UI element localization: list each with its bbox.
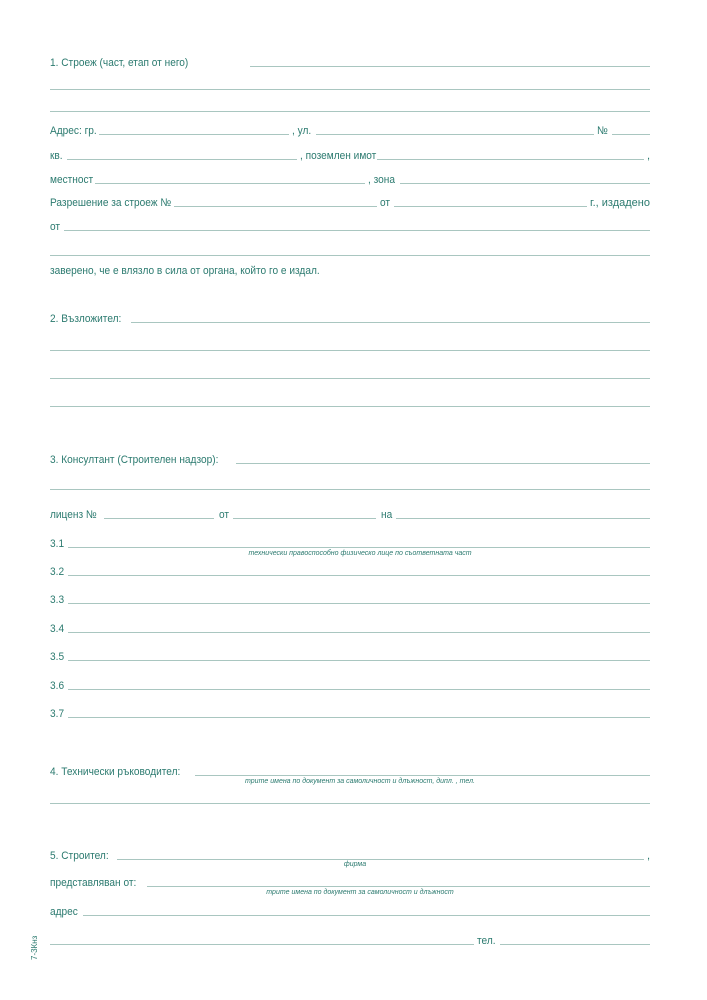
license-on-field[interactable] [396,517,650,519]
tech-manager-field[interactable] [195,774,650,776]
consultant-field[interactable] [236,462,650,464]
plot-field[interactable] [377,158,644,160]
phone-label: тел. [476,935,496,947]
item-label: 3.7 [50,708,65,720]
license-label: лиценз № [50,509,97,521]
assignor-field-2[interactable] [50,349,650,351]
address-field-2[interactable] [50,943,474,945]
represented-field[interactable] [147,885,650,887]
locality-field[interactable] [95,182,365,184]
consultant-field-2[interactable] [50,488,650,490]
permit-label: Разрешение за строеж № [50,197,172,209]
address-row [50,123,650,137]
builder-label: 5. Строител: [50,850,109,862]
issuer-label: от [50,221,61,233]
item-label: 3.2 [50,566,65,578]
tech-manager-field-2[interactable] [50,802,650,804]
tech-manager-caption: трите имена по документ за самоличност и длъжност, дипл. , тел. [245,778,475,785]
license-number-field[interactable] [104,517,214,519]
represented-caption: трите имена по документ за самоличност и длъжност [266,889,454,896]
license-date-field[interactable] [233,517,376,519]
license-from-label: от [218,509,229,521]
comma: , [646,150,650,162]
quarter-field[interactable] [67,158,297,160]
certified-text: заверено, че е влязло в сила от органа, който го е издал. [50,265,320,277]
address-label: адрес [50,906,78,918]
construction-label: 1. Строеж (част, етап от него) [50,57,189,69]
form-code: 7-3Кнз [30,935,39,960]
item-field[interactable] [68,688,650,690]
builder-field[interactable] [117,858,644,860]
locality-label: местност [50,174,94,186]
comma: , [646,850,650,862]
city-field[interactable] [99,133,289,135]
item-label: 3.6 [50,680,65,692]
permit-from-label: от [379,197,390,209]
number-label: № [597,125,609,137]
locality-row [50,172,650,186]
city-label: Адрес: гр. [50,125,97,137]
number-field[interactable] [612,133,650,135]
construction-field[interactable] [250,65,650,67]
item-field[interactable] [68,631,650,633]
license-on-label: на [380,509,392,521]
street-field[interactable] [316,133,595,135]
represented-label: представляван от: [50,877,137,889]
assignor-field-3[interactable] [50,377,650,379]
street-label: , ул. [291,125,311,137]
item-field[interactable] [68,546,650,548]
item-field[interactable] [68,602,650,604]
phone-field[interactable] [500,943,650,945]
item-field[interactable] [68,659,650,661]
address-field[interactable] [83,914,650,916]
construction-field-2[interactable] [50,88,650,90]
assignor-field-4[interactable] [50,405,650,407]
item-label: 3.1 [50,538,65,550]
quarter-row [50,148,650,162]
assignor-label: 2. Възложител: [50,313,122,325]
construction-field-3[interactable] [50,110,650,112]
item-label: 3.4 [50,623,65,635]
permit-number-field[interactable] [174,205,377,207]
tech-manager-label: 4. Технически ръководител: [50,766,181,778]
quarter-label: кв. [50,150,63,162]
issuer-field-2[interactable] [50,254,650,256]
assignor-field[interactable] [131,321,650,323]
item-label: 3.5 [50,651,65,663]
issued-label: г., издадено [589,197,650,209]
firm-caption: фирма [343,861,367,868]
permit-date-field[interactable] [394,205,587,207]
item-field[interactable] [68,574,650,576]
issuer-field[interactable] [64,229,650,231]
item-caption: технически правоспособно физическо лице по съответната част [248,550,472,557]
issuer-row [50,219,650,233]
construction-row [50,55,650,69]
consultant-label: 3. Консултант (Строителен надзор): [50,454,219,466]
zone-label: , зона [367,174,395,186]
zone-field[interactable] [400,182,650,184]
item-field[interactable] [68,716,650,718]
item-label: 3.3 [50,594,65,606]
plot-label: , поземлен имот [299,150,377,162]
permit-row [50,195,650,209]
